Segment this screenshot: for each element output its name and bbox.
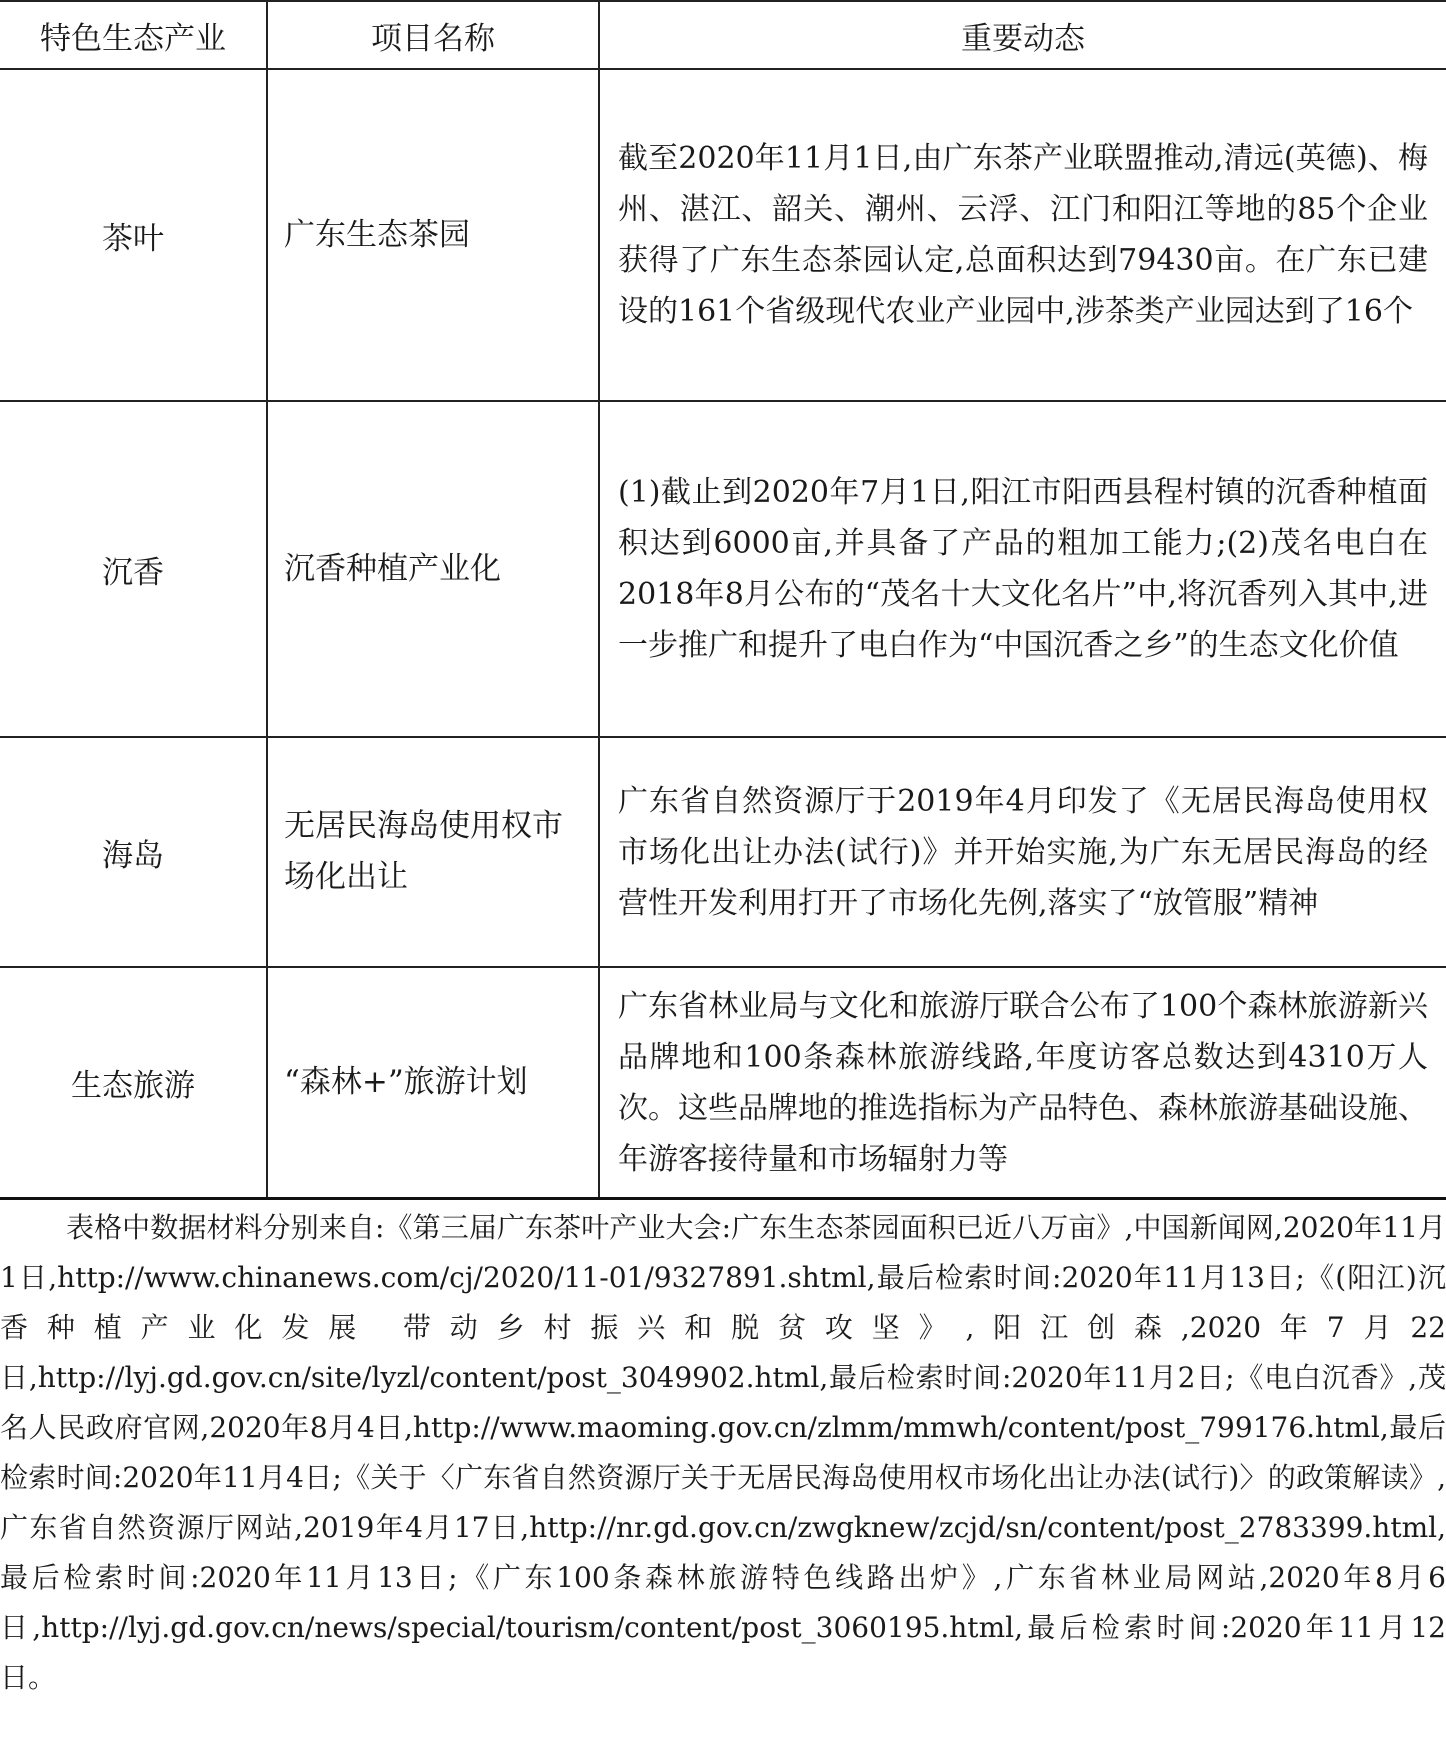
header-industry: 特色生态产业 [0, 1, 267, 69]
industry-cell: 海岛 [0, 737, 267, 967]
table-row [0, 69, 1446, 401]
news-cell: 截至2020年11月1日,由广东茶产业联盟推动,清远(英德)、梅州、湛江、韶关、潮州、云浮、江门和阳江等地的85个企业获得了广东生态茶园认定,总面积达到79430亩。在广东已建设的161个省级现代农业产业园中,涉茶类产业园达到了16个 [599, 69, 1446, 401]
news-cell: (1)截止到2020年7月1日,阳江市阳西县程村镇的沉香种植面积达到6000亩,并具备了产品的粗加工能力;(2)茂名电白在2018年8月公布的“茂名十大文化名片”中,将沉香列入其中,进一步推广和提升了电白作为“中国沉香之乡”的生态文化价值 [599, 401, 1446, 737]
table-row [0, 737, 1446, 967]
industry-cell: 沉香 [0, 401, 267, 737]
news-cell: 广东省自然资源厅于2019年4月印发了《无居民海岛使用权市场化出让办法(试行)》并开始实施,为广东无居民海岛的经营性开发利用打开了市场化先例,落实了“放管服”精神 [599, 737, 1446, 967]
industry-cell: 生态旅游 [0, 967, 267, 1199]
project-cell: 沉香种植产业化 [267, 401, 599, 737]
header-news: 重要动态 [599, 1, 1446, 69]
header-project: 项目名称 [267, 1, 599, 69]
news-cell: 广东省林业局与文化和旅游厅联合公布了100个森林旅游新兴品牌地和100条森林旅游线路,年度访客总数达到4310万人次。这些品牌地的推选指标为产品特色、森林旅游基础设施、年游客接待量和市场辐射力等 [599, 967, 1446, 1199]
project-cell: 广东生态茶园 [267, 69, 599, 401]
project-cell: 无居民海岛使用权市场化出让 [267, 737, 599, 967]
table-header-row [0, 1, 1446, 69]
industry-cell: 茶叶 [0, 69, 267, 401]
table-row [0, 967, 1446, 1199]
source-note: 表格中数据材料分别来自:《第三届广东茶叶产业大会:广东生态茶园面积已近八万亩》,中国新闻网,2020年11月1日,http://www.chinanews.com/cj/2020/11-01/9327891.shtml,最后检索时间:2020年11月13日;《(阳江)沉香种植产业化发展 带动乡村振兴和脱贫攻坚》,阳江创森,2020年7月22日,http://lyj.gd.gov.cn/site/lyzl/content/post_3049902.html,最后检索时间:2020年11月2日;《电白沉香》,茂名人民政府官网,2020年8月4日,http://www.maoming.gov.cn/zlmm/mmwh/content/post_799176.html,最后检索时间:2020年11月4日;《关于〈广东省自然资源厅关于无居民海岛使用权市场化出让办法(试行)〉的政策解读》,广东省自然资源厅网站,2019年4月17日,http://nr.gd.gov.cn/zwgknew/zcjd/sn/content/post_2783399.html,最后检索时间:2020年11月13日;《广东100条森林旅游特色线路出炉》,广东省林业局网站,2020年8月6日,http://lyj.gd.gov.cn/news/special/tourism/content/post_3060195.html,最后检索时间:2020年11月12日。 [0, 1211, 1446, 1694]
project-cell: “森林+”旅游计划 [267, 967, 599, 1199]
table-row [0, 401, 1446, 737]
